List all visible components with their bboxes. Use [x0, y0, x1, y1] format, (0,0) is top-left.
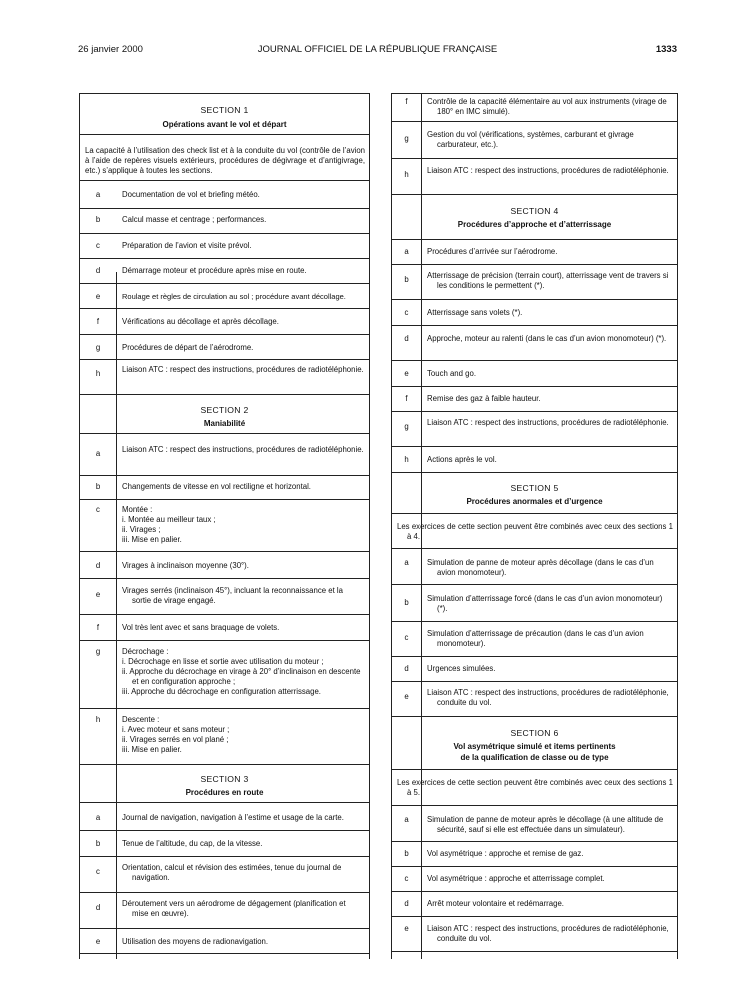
divider [80, 283, 369, 284]
divider [392, 513, 677, 514]
divider [392, 239, 677, 240]
divider [392, 446, 677, 447]
divider [392, 264, 677, 265]
section-1-heading [80, 105, 369, 130]
divider [80, 499, 369, 500]
section-title: Opérations avant le vol et départ [162, 120, 287, 129]
divider [80, 892, 369, 893]
divider [80, 640, 369, 641]
divider [80, 334, 369, 335]
divider [392, 325, 677, 326]
divider [80, 359, 369, 360]
section-5-intro: Les exercices de cette section peuvent être combinés avec ceux des sections 1 à 4. [397, 522, 673, 541]
divider [392, 891, 677, 892]
section-4-heading [392, 206, 677, 230]
divider [80, 475, 369, 476]
section-6-intro: Les exercices de cette section peuvent être combinés avec ceux des sections 1 à 5. [397, 778, 673, 797]
section-5-heading [392, 483, 677, 507]
divider [392, 866, 677, 867]
page-header [78, 44, 677, 60]
section-title-line-2: de la qualification de classe ou de type [460, 753, 609, 762]
section-number: SECTION 1 [200, 105, 249, 115]
divider [80, 953, 369, 954]
divider [80, 433, 369, 434]
section-number: SECTION 2 [200, 405, 249, 415]
section-title: Vol asymétrique simulé et items pertinents [453, 742, 616, 751]
divider [80, 830, 369, 831]
divider [392, 916, 677, 917]
divider [392, 411, 677, 412]
divider [80, 856, 369, 857]
divider [392, 360, 677, 361]
divider [80, 134, 369, 135]
divider [392, 805, 677, 806]
divider [392, 621, 677, 622]
divider [392, 121, 677, 122]
divider [80, 233, 369, 234]
divider [80, 928, 369, 929]
page-number: 1333 [655, 44, 677, 55]
divider [392, 584, 677, 585]
section-2-heading [80, 405, 369, 429]
journal-title: JOURNAL OFFICIEL DE LA RÉPUBLIQUE FRANÇAISE [257, 44, 498, 55]
divider [392, 769, 677, 770]
section-1-intro: La capacité à l’utilisation des check list et à la conduite du vol (contrôle de l’avion à l’aide de repères visuels extérieurs, procédures de dégivrage et d’antigivrage, etc.) s’applique à toutes les sections. [85, 146, 365, 175]
section-number: SECTION 3 [200, 774, 249, 784]
section-title: Procédures anormales et d’urgence [466, 497, 603, 506]
section-3-heading [80, 774, 369, 798]
divider [80, 708, 369, 709]
divider [392, 548, 677, 549]
divider [392, 656, 677, 657]
section-number: SECTION 5 [510, 483, 559, 493]
section-title: Maniabilité [203, 419, 246, 428]
divider [80, 180, 369, 181]
section-title: Procédures d’approche et d’atterrissage [457, 220, 612, 229]
section-title: Procédures en route [185, 788, 264, 797]
right-column: f Contrôle de la capacité élémentaire au vol aux instruments (virage de 180° en IMC simulé). g Gestion du vol (vérifications, systèmes, carburant et givrage carburateur, etc.). h Liaison ATC : respect des instructions, procédures de radiotéléphonie. SECTION 4 Procédures d’approche et d’atterrissage a Procédures d’arrivée sur l’aérodrome. b Atterrissage de précision (terrain court), atterrissage vent de travers si les conditions le permettent (*). c Atterrissage sans volets (*). d Approche, moteur au ralenti (dans le cas d’un avion monomoteur) (*). e Touch and go. f Remise des gaz à faible hauteur. g Liaison ATC : respect des instructions, procédures de radiotéléphonie. h Actions après le vol. SECTION 5 Procédures anormales et d’urgence Les exercices de cette section peuvent être combinés avec ceux des sections 1 à 4. a Simulation de panne de moteur après décollage (dans le cas d’un avion monomoteur). b Simulation d’atterrissage forcé (dans le cas d’un avion monomoteur) (*). c Simulation d’atterrissage de précaution (dans le cas d’un avion monomoteur). d Urgences simulées. e Liaison ATC : respect des instructions, procédures de radiotéléphonie, conduite du vol. SECTION 6 Vol asymétrique simulé et items pertinents de la qualification de classe ou de type Les exercices de cette section peuvent être combinés avec ceux des sections 1 à 5. a Simulation de panne de moteur après le décollage (à une altitude de sécurité, sauf si elle est effectuée dans un simulateur). b Vol asymétrique : approche et remise de gaz. c Vol asymétrique : approche et atterrissage complet. d Arrêt moteur volontaire et redémarrage. e Liaison ATC : respect des instructions, procédures de radiotéléphonie, conduite du vol. [391, 93, 678, 959]
divider [80, 578, 369, 579]
divider [392, 951, 677, 952]
divider [80, 308, 369, 309]
section-number: SECTION 4 [510, 206, 559, 216]
section-6-heading [392, 728, 677, 763]
divider [392, 681, 677, 682]
divider [80, 802, 369, 803]
divider [80, 258, 369, 259]
header-date: 26 janvier 2000 [78, 44, 143, 55]
divider [392, 299, 677, 300]
divider [80, 208, 369, 209]
divider [80, 614, 369, 615]
divider [392, 386, 677, 387]
left-column: SECTION 1 Opérations avant le vol et départ La capacité à l’utilisation des check list et à la conduite du vol (contrôle de l’avion à l’aide de repères visuels extérieurs, procédures de dégivrage et d’antigivrage, etc.) s’applique à toutes les sections. a Documentation de vol et briefing météo. b Calcul masse et centrage ; performances. c Préparation de l’avion et visite prévol. d Démarrage moteur et procédure après mise en route. e Roulage et règles de circulation au sol ; procédure avant décollage. f Vérifications au décollage et après décollage. g Procédures de départ de l’aérodrome. h Liaison ATC : respect des instructions, procédures de radiotéléphonie. SECTION 2 Maniabilité a Liaison ATC : respect des instructions, procédures de radiotéléphonie. b Changements de vitesse en vol rectiligne et horizontal. c Montée : i. Montée au meilleur taux ; ii. Virages ; iii. Mise en palier. d Virages à inclinaison moyenne (30°). e Virages serrés (inclinaison 45°), incluant la reconnaissance et la sortie de virage engagé. f Vol très lent avec et sans braquage de volets. g Décrochage : i. Décrochage en lisse et sortie avec utilisation du moteur ; ii. Approche du décrochage en virage à 20° d’inclinaison en descente et en configuration approche ; iii. Approche du décrochage en configuration atterrissage. h Descente : i. Avec moteur et sans moteur ; ii. Virages serrés en vol plané ; iii. Mise en palier. SECTION 3 Procédures en route a Journal de navigation, navigation à l’estime et usage de la carte. b Tenue de l’altitude, du cap, de la vitesse. c Orientation, calcul et révision des estimées, tenue du journal de navigation. d Déroutement vers un aérodrome de dégagement (planification et mise en œuvre). e Utilisation des moyens de radionavigation. [79, 93, 370, 959]
divider [392, 158, 677, 159]
divider [392, 841, 677, 842]
section-number: SECTION 6 [510, 728, 559, 738]
divider [80, 551, 369, 552]
